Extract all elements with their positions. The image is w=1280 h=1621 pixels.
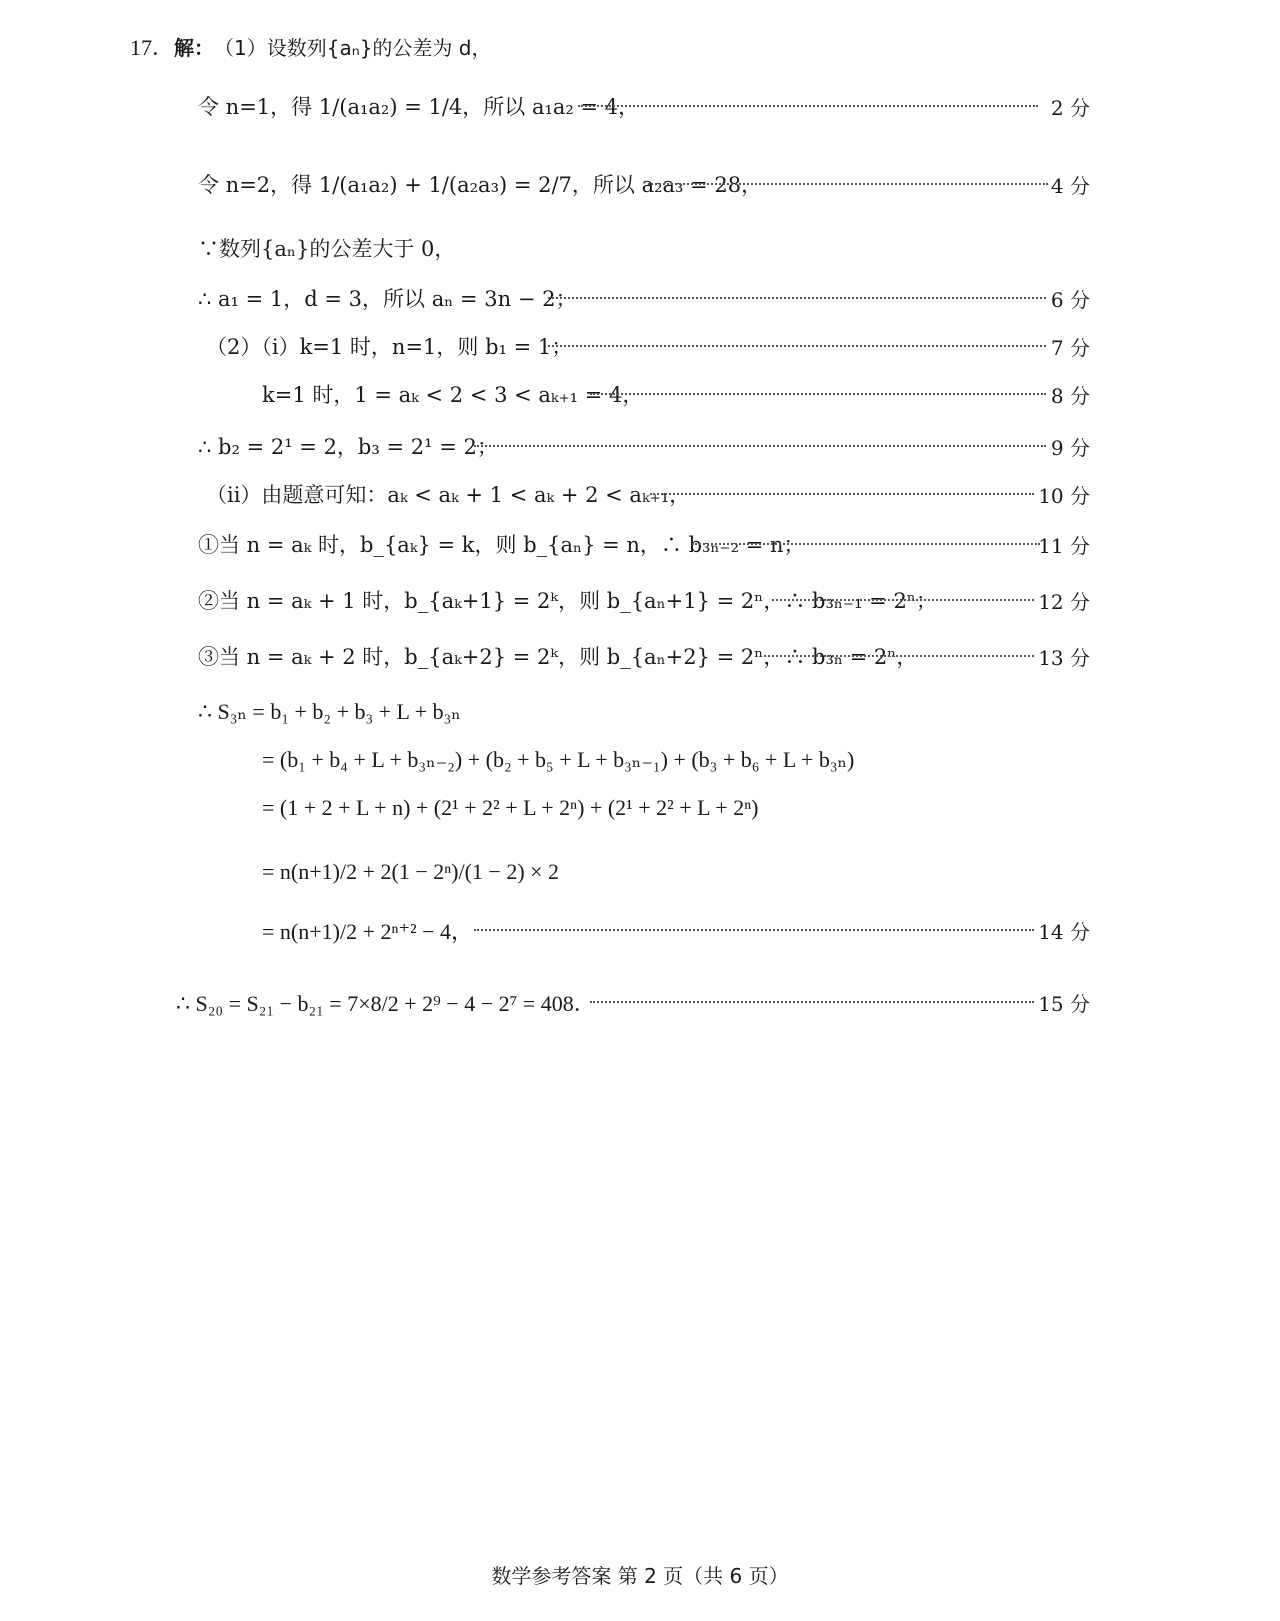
k1-line [0, 364, 1280, 424]
case3 [0, 626, 1280, 686]
step-n1-leader [578, 76, 1038, 136]
b2b3-line-text: ∴ b₂ = 2¹ = 2，b₃ = 2¹ = 2； [198, 435, 498, 459]
result-line-score: 6 分 [1050, 287, 1090, 312]
case2-score: 12 分 [1038, 589, 1090, 614]
sum-line-5 [0, 900, 1280, 960]
final-line-score: 15 分 [1038, 991, 1090, 1016]
case2-text: ②当 n = aₖ + 1 时，b_{aₖ+1} = 2ᵏ，则 b_{aₙ+1} = 2ⁿ，∴ b₃ₙ₋₁ = 2ⁿ； [198, 589, 937, 613]
sum-line-5-text: = n(n+1)/2 + 2ⁿ⁺² − 4， [262, 918, 474, 944]
sum-line-3 [0, 778, 1280, 838]
case3-leader [764, 626, 1034, 686]
since-line-text: ∵数列{aₙ}的公差大于 0， [198, 237, 456, 261]
problem-number: 17． [130, 34, 175, 60]
step-n2 [0, 154, 1280, 214]
step-n2-score: 4 分 [1050, 173, 1090, 198]
part2-ii-score: 10 分 [1038, 483, 1090, 508]
step-n1-text: 令 n=1，得 1/(a₁a₂) = 1/4，所以 a₁a₂ = 4， [198, 95, 640, 119]
case3-score: 13 分 [1038, 645, 1090, 670]
step-n2-leader [648, 154, 1048, 214]
sum-line-4-text: = n(n+1)/2 + 2(1 − 2ⁿ)/(1 − 2) × 2 [262, 859, 560, 884]
result-line-text: ∴ a₁ = 1，d = 3，所以 aₙ = 3n − 2； [198, 287, 577, 311]
case1-text: ①当 n = aₖ 时，b_{aₖ} = k，则 b_{aₙ} = n，∴ b₃ₙ₋₂ = n； [198, 533, 805, 557]
sum-line-2-text: = (b₁ + b₄ + L + b₃ₙ₋₂) + (b₂ + b₅ + L + b₃ₙ₋₁) + (b₃ + b₆ + L + b₃ₙ) [262, 747, 855, 772]
case3-text: ③当 n = aₖ + 2 时，b_{aₖ+2} = 2ᵏ，则 b_{aₙ+2} = 2ⁿ，∴ b₃ₙ = 2ⁿ， [198, 645, 918, 669]
case1-leader [692, 514, 1040, 574]
case1 [0, 514, 1280, 574]
final-line [0, 972, 1280, 1032]
part1-text: （1）设数列{aₙ}的公差为 d， [214, 35, 492, 60]
sum-line-3-text: = (1 + 2 + L + n) + (2¹ + 2² + L + 2ⁿ) + (2¹ + 2² + L + 2ⁿ) [262, 795, 759, 820]
final-line-text: ∴ S₂₀ = S₂₁ − b₂₁ = 7×8/2 + 2⁹ − 4 − 2⁷ = 408． [176, 990, 596, 1016]
part2-i-text: （2）（i）k=1 时，n=1，则 b₁ = 1； [206, 335, 573, 359]
sum-line-1-text: ∴ S₃ₙ = b₁ + b₂ + b₃ + L + b₃ₙ [198, 699, 461, 724]
sum-line-5-leader [474, 900, 1034, 960]
sum-line-5-score: 14 分 [1038, 919, 1090, 944]
case2 [0, 570, 1280, 630]
final-line-leader [590, 972, 1034, 1032]
sum-line-4 [0, 842, 1280, 902]
case1-score: 11 分 [1038, 533, 1090, 558]
step-n1-score: 2 分 [1050, 95, 1090, 120]
step-n1 [0, 76, 1280, 136]
case2-leader [772, 570, 1034, 630]
k1-line-leader [590, 364, 1046, 424]
part1-header [0, 16, 1280, 76]
part2-i-score: 7 分 [1050, 335, 1090, 360]
k1-line-score: 8 分 [1050, 383, 1090, 408]
b2b3-line-score: 9 分 [1050, 435, 1090, 460]
step-n2-text: 令 n=2，得 1/(a₁a₂) + 1/(a₂a₃) = 2/7，所以 a₂a₃ = 28， [198, 173, 763, 197]
k1-line-text: k=1 时，1 = aₖ < 2 < 3 < aₖ₊₁ = 4， [262, 383, 644, 407]
solve-label: 解： [174, 35, 215, 60]
part2-ii-text: （ii）由题意可知：aₖ < aₖ + 1 < aₖ + 2 < aₖ₊₁， [206, 483, 691, 507]
page-footer: 数学参考答案 第 2 页（共 6 页） [491, 1564, 789, 1588]
